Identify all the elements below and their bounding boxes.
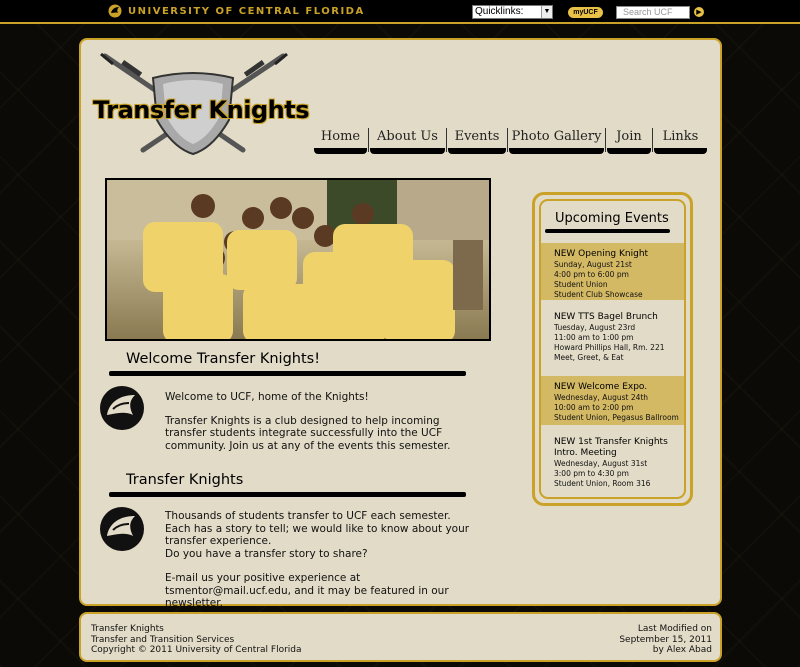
event-item[interactable] xyxy=(541,376,686,425)
transfer-divider xyxy=(109,492,466,497)
transfer-line-2: Do you have a transfer story to share? xyxy=(165,547,368,560)
quicklinks-label: Quicklinks: xyxy=(475,6,524,17)
footer-department: Transfer and Transition Services xyxy=(91,634,235,645)
upcoming-events-title: Upcoming Events xyxy=(555,211,669,226)
group-photo xyxy=(105,178,491,341)
nav-photo-gallery[interactable]: Photo Gallery xyxy=(508,128,606,152)
upcoming-events-inner xyxy=(539,199,686,499)
footer-modified-label: Last Modified on xyxy=(637,624,712,634)
transfer-title: Transfer Knights xyxy=(126,472,244,488)
upcoming-events-panel xyxy=(532,192,693,506)
chevron-down-icon[interactable]: ▼ xyxy=(541,6,552,18)
event-date: Tuesday, August 23rd xyxy=(554,323,636,332)
transfer-knights-logo[interactable] xyxy=(93,50,309,158)
logo-text: Transfer Knights xyxy=(93,96,309,124)
ucf-top-bar xyxy=(0,0,800,24)
quicklinks-select[interactable] xyxy=(472,5,553,19)
nav-events[interactable]: Events xyxy=(447,128,508,152)
event-date: Wednesday, August 31st xyxy=(554,459,648,468)
footer-right xyxy=(619,624,712,656)
welcome-line-1: Welcome to UCF, home of the Knights! xyxy=(165,391,369,403)
events-title-divider xyxy=(545,229,670,233)
event-location: Howard Phillips Hall, Rm. 221 xyxy=(554,343,665,352)
event-time: 4:00 pm to 6:00 pm xyxy=(554,270,629,279)
transfer-text xyxy=(165,510,475,610)
footer xyxy=(79,612,722,662)
event-description: Student Club Showcase xyxy=(554,290,643,299)
event-location: Student Union xyxy=(554,280,608,289)
event-title: NEW Welcome Expo. xyxy=(554,382,648,392)
ucf-home-link[interactable] xyxy=(108,4,365,18)
event-location: Student Union, Room 316 xyxy=(554,479,651,488)
footer-modified-date: September 15, 2011 xyxy=(619,634,712,645)
myucf-button[interactable]: myUCF xyxy=(568,7,603,18)
footer-org-name: Transfer Knights xyxy=(91,624,164,634)
pegasus-icon xyxy=(99,385,145,431)
event-time: 10:00 am to 2:00 pm xyxy=(554,403,634,412)
footer-author: by Alex Abad xyxy=(652,645,712,655)
nav-join[interactable]: Join xyxy=(606,128,653,152)
event-item[interactable] xyxy=(541,431,686,491)
event-title: NEW Opening Knight xyxy=(554,249,649,259)
university-name: UNIVERSITY OF CENTRAL FLORIDA xyxy=(128,5,365,17)
transfer-line-1: Thousands of students transfer to UCF each semester. Each has a story to tell; we would like to know about your transfer experience. xyxy=(165,510,470,547)
event-item[interactable] xyxy=(541,243,686,300)
event-location: Student Union, Pegasus Ballroom xyxy=(554,413,679,422)
event-item[interactable] xyxy=(541,306,686,372)
transfer-line-3: E-mail us your positive experience at tsmentor@mail.ucf.edu, and it may be featured in our newsletter. xyxy=(165,572,449,609)
group-photo-illustration xyxy=(107,180,491,341)
welcome-divider xyxy=(109,371,466,376)
event-time: 11:00 am to 1:00 pm xyxy=(554,333,634,342)
nav-home[interactable]: Home xyxy=(313,128,369,152)
welcome-line-2: Transfer Knights is a club designed to help incoming transfer students integrate successfully into the UCF community. Join us at any of the events this semester. xyxy=(165,414,451,452)
footer-left xyxy=(91,624,302,656)
footer-copyright: Copyright © 2011 University of Central Florida xyxy=(91,645,302,655)
event-date: Wednesday, August 24th xyxy=(554,393,649,402)
event-time: 3:00 pm to 4:30 pm xyxy=(554,469,629,478)
welcome-title: Welcome Transfer Knights! xyxy=(126,351,321,367)
nav-links[interactable]: Links xyxy=(653,128,708,152)
nav-about-us[interactable]: About Us xyxy=(369,128,447,152)
event-description: Meet, Greet, & Eat xyxy=(554,353,624,362)
event-date: Sunday, August 21st xyxy=(554,260,632,269)
welcome-text xyxy=(165,391,465,452)
search-go-icon[interactable]: ▶ xyxy=(694,7,704,17)
search-input[interactable]: Search UCF xyxy=(616,6,690,19)
main-nav xyxy=(313,128,708,152)
event-title: NEW 1st Transfer Knights Intro. Meeting xyxy=(554,437,668,458)
pegasus-icon xyxy=(99,506,145,552)
pegasus-icon xyxy=(108,4,122,18)
event-title: NEW TTS Bagel Brunch xyxy=(554,312,658,322)
main-panel xyxy=(79,38,722,609)
